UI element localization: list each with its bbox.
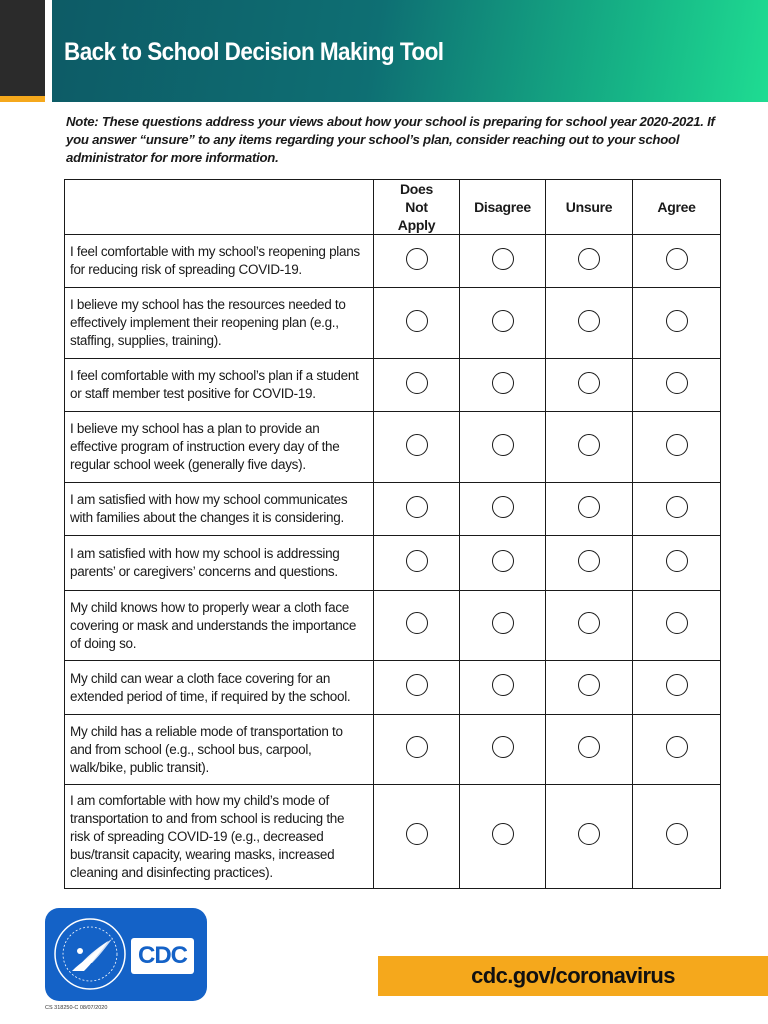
radio-disagree[interactable] bbox=[492, 496, 514, 518]
survey-table bbox=[64, 179, 721, 889]
radio-unsure[interactable] bbox=[578, 823, 600, 845]
radio-agree[interactable] bbox=[666, 496, 688, 518]
radio-does-not-apply[interactable] bbox=[406, 674, 428, 696]
radio-unsure[interactable] bbox=[578, 248, 600, 270]
question-text: I am comfortable with how my child’s mode of transportation to and from school is reducing the risk of spreading COVID-19 (e.g., decreased bus/transit capacity, wearing masks, increased cleaning and disinfecting practices). bbox=[65, 785, 374, 889]
radio-agree[interactable] bbox=[666, 434, 688, 456]
radio-does-not-apply[interactable] bbox=[406, 434, 428, 456]
column-header-agree: Agree bbox=[633, 180, 721, 235]
radio-agree[interactable] bbox=[666, 248, 688, 270]
radio-unsure[interactable] bbox=[578, 612, 600, 634]
question-text: My child knows how to properly wear a cloth face covering or mask and understands the importance of doing so. bbox=[65, 591, 374, 661]
table-row bbox=[65, 536, 721, 591]
column-header-does-not-apply: Does Not Apply bbox=[374, 180, 460, 235]
radio-disagree[interactable] bbox=[492, 612, 514, 634]
radio-unsure[interactable] bbox=[578, 496, 600, 518]
radio-does-not-apply[interactable] bbox=[406, 736, 428, 758]
radio-does-not-apply[interactable] bbox=[406, 372, 428, 394]
table-row bbox=[65, 715, 721, 785]
radio-disagree[interactable] bbox=[492, 736, 514, 758]
radio-does-not-apply[interactable] bbox=[406, 612, 428, 634]
radio-does-not-apply[interactable] bbox=[406, 496, 428, 518]
radio-disagree[interactable] bbox=[492, 310, 514, 332]
table-row bbox=[65, 412, 721, 483]
radio-agree[interactable] bbox=[666, 310, 688, 332]
cdc-logo-text: CDC bbox=[138, 942, 187, 969]
table-header-row bbox=[65, 180, 721, 235]
radio-unsure[interactable] bbox=[578, 372, 600, 394]
radio-unsure[interactable] bbox=[578, 736, 600, 758]
question-text: My child can wear a cloth face covering for an extended period of time, if required by the school. bbox=[65, 661, 374, 715]
radio-disagree[interactable] bbox=[492, 823, 514, 845]
radio-disagree[interactable] bbox=[492, 550, 514, 572]
table-row bbox=[65, 661, 721, 715]
table-row bbox=[65, 288, 721, 359]
question-text: I believe my school has the resources needed to effectively implement their reopening plan (e.g., staffing, supplies, training). bbox=[65, 288, 374, 359]
header-dark-block bbox=[0, 0, 45, 96]
radio-agree[interactable] bbox=[666, 612, 688, 634]
radio-unsure[interactable] bbox=[578, 310, 600, 332]
radio-does-not-apply[interactable] bbox=[406, 550, 428, 572]
radio-disagree[interactable] bbox=[492, 248, 514, 270]
table-row bbox=[65, 235, 721, 288]
table-row bbox=[65, 359, 721, 412]
question-column-header bbox=[65, 180, 374, 235]
column-header-unsure: Unsure bbox=[546, 180, 633, 235]
radio-agree[interactable] bbox=[666, 823, 688, 845]
question-text: I feel comfortable with my school’s reopening plans for reducing risk of spreading COVID-19. bbox=[65, 235, 374, 288]
note-text: Note: These questions address your views about how your school is preparing for school year 2020-2021. If you answer “unsure” to any items regarding your school’s plan, consider reaching out to your school administrator for more information. bbox=[66, 114, 715, 165]
radio-unsure[interactable] bbox=[578, 550, 600, 572]
table-row bbox=[65, 591, 721, 661]
document-code: CS 318250-C 08/07/2020 bbox=[45, 1005, 108, 1011]
question-text: I am satisfied with how my school communicates with families about the changes it is considering. bbox=[65, 483, 374, 536]
radio-does-not-apply[interactable] bbox=[406, 248, 428, 270]
question-text: My child has a reliable mode of transportation to and from school (e.g., school bus, carpool, walk/bike, public transit). bbox=[65, 715, 374, 785]
question-text: I feel comfortable with my school’s plan if a student or staff member test positive for COVID-19. bbox=[65, 359, 374, 412]
radio-disagree[interactable] bbox=[492, 372, 514, 394]
radio-disagree[interactable] bbox=[492, 674, 514, 696]
cdc-url-link[interactable]: cdc.gov/coronavirus bbox=[471, 963, 675, 988]
radio-disagree[interactable] bbox=[492, 434, 514, 456]
header-gold-stripe bbox=[0, 96, 45, 102]
radio-agree[interactable] bbox=[666, 674, 688, 696]
question-text: I am satisfied with how my school is addressing parents’ or caregivers’ concerns and questions. bbox=[65, 536, 374, 591]
radio-agree[interactable] bbox=[666, 550, 688, 572]
page-title: Back to School Decision Making Tool bbox=[64, 38, 444, 66]
radio-does-not-apply[interactable] bbox=[406, 823, 428, 845]
hhs-seal-icon bbox=[50, 913, 130, 996]
radio-unsure[interactable] bbox=[578, 434, 600, 456]
radio-agree[interactable] bbox=[666, 736, 688, 758]
radio-agree[interactable] bbox=[666, 372, 688, 394]
column-header-disagree: Disagree bbox=[460, 180, 546, 235]
radio-does-not-apply[interactable] bbox=[406, 310, 428, 332]
table-row bbox=[65, 785, 721, 889]
radio-unsure[interactable] bbox=[578, 674, 600, 696]
table-row bbox=[65, 483, 721, 536]
question-text: I believe my school has a plan to provide an effective program of instruction every day of the regular school week (generally five days). bbox=[65, 412, 374, 483]
